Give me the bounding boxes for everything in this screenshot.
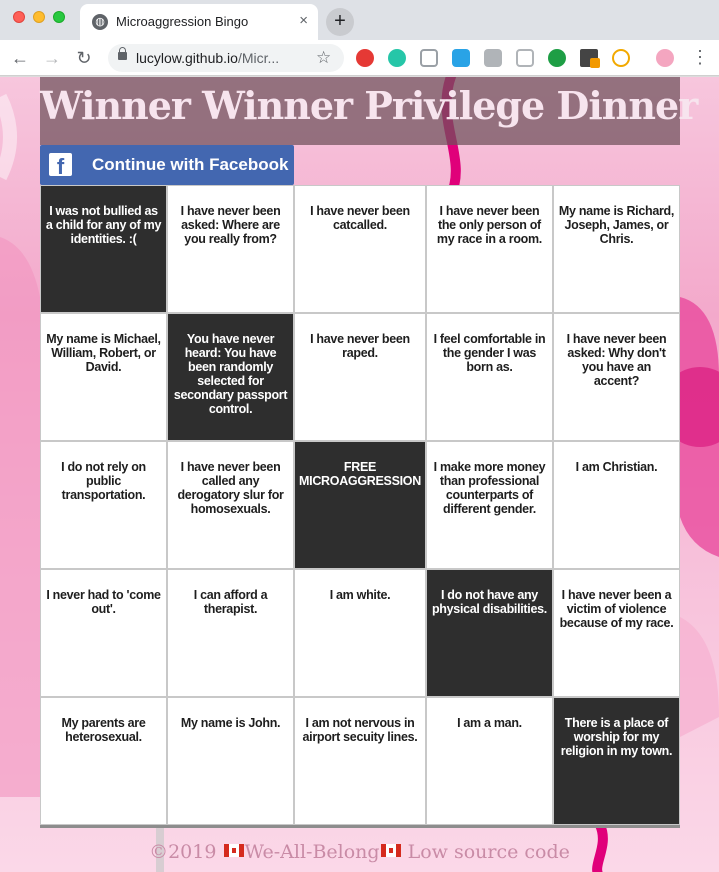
bingo-cell[interactable]: I am a man. [427, 698, 552, 824]
page-viewport [0, 77, 719, 872]
bingo-cell[interactable]: My parents are heterosexual. [41, 698, 166, 824]
bingo-cell[interactable]: I was not bullied as a child for any of my identities. :( [41, 186, 166, 312]
source-code-link[interactable]: source code [453, 841, 570, 863]
bookmark-star-icon[interactable]: ☆ [316, 48, 332, 67]
browser-tab[interactable] [80, 4, 318, 40]
tab-close-icon[interactable]: × [299, 12, 308, 29]
minimize-window-button[interactable] [33, 11, 45, 23]
extension-icon[interactable] [484, 49, 502, 67]
bingo-cell[interactable]: I have never been a victim of violence because of my race. [554, 570, 679, 696]
forward-arrow-icon[interactable]: → [43, 48, 61, 68]
browser-toolbar [0, 40, 719, 76]
footer [0, 841, 719, 863]
bingo-cell[interactable]: I never had to 'come out'. [41, 570, 166, 696]
bingo-cell[interactable]: I feel comfortable in the gender I was born as. [427, 314, 552, 440]
bingo-cell[interactable]: My name is Michael, William, Robert, or David. [41, 314, 166, 440]
bingo-cell[interactable]: I have never been asked: Where are you really from? [168, 186, 293, 312]
avatar[interactable] [656, 49, 674, 67]
bingo-cell[interactable]: I have never been the only person of my race in a room. [427, 186, 552, 312]
new-tab-button[interactable]: + [326, 8, 354, 36]
copyright-text: ©2019 [149, 841, 217, 863]
bingo-cell[interactable]: I have never been raped. [295, 314, 425, 440]
extension-icon[interactable] [388, 49, 406, 67]
bingo-cell[interactable]: I am white. [295, 570, 425, 696]
bingo-cell[interactable]: FREE MICROAGGRESSION [295, 442, 425, 568]
badge-icon [590, 58, 600, 68]
layout-extension-icon[interactable] [420, 49, 438, 67]
browser-titlebar [0, 0, 719, 40]
url-text: lucylow.github.io/Micr... [136, 50, 280, 66]
extension-icon[interactable] [452, 49, 470, 67]
facebook-login-button[interactable] [40, 145, 294, 185]
facebook-button-label: Continue with Facebook [92, 155, 289, 174]
timer-extension-icon[interactable] [612, 49, 630, 67]
canada-flag-icon [381, 844, 401, 857]
bingo-cell[interactable]: I have never been asked: Why don't you have an accent? [554, 314, 679, 440]
address-bar[interactable] [108, 44, 344, 72]
adblock-extension-icon[interactable] [356, 49, 374, 67]
maximize-window-button[interactable] [53, 11, 65, 23]
author-text: Low [407, 841, 448, 863]
globe-icon: ◍ [92, 14, 108, 30]
title-banner [40, 77, 698, 145]
bingo-cell[interactable]: There is a place of worship for my religion in my town. [554, 698, 679, 824]
reload-icon[interactable]: ↻ [76, 48, 92, 68]
bingo-cell[interactable]: I do not rely on public transportation. [41, 442, 166, 568]
close-window-button[interactable] [13, 11, 25, 23]
tab-title: Microaggression Bingo [116, 14, 249, 29]
back-arrow-icon[interactable]: ← [11, 48, 29, 68]
facebook-icon: f [49, 153, 72, 176]
page-title: Winner Winner Privilege Dinner [40, 83, 698, 128]
bingo-cell[interactable]: I do not have any physical disabilities. [427, 570, 552, 696]
menu-icon[interactable]: ⋮ [691, 47, 709, 67]
check-extension-icon[interactable] [516, 49, 534, 67]
bingo-cell[interactable]: I have never been called any derogatory slur for homosexuals. [168, 442, 293, 568]
lock-icon [118, 52, 127, 60]
bingo-cell[interactable]: I make more money than professional counterparts of different gender. [427, 442, 552, 568]
bingo-cell[interactable]: I am Christian. [554, 442, 679, 568]
bingo-cell[interactable]: I am not nervous in airport secuity lines. [295, 698, 425, 824]
bingo-cell[interactable]: My name is Richard, Joseph, James, or Chris. [554, 186, 679, 312]
extension-icon[interactable] [548, 49, 566, 67]
board-divider [40, 825, 680, 828]
bingo-board [40, 185, 680, 825]
canada-flag-icon [224, 844, 244, 857]
brand-text: We-All-Belong [244, 841, 380, 863]
bingo-cell[interactable]: You have never heard: You have been randomly selected for secondary passport control. [168, 314, 293, 440]
bingo-cell[interactable]: I can afford a therapist. [168, 570, 293, 696]
bingo-cell[interactable]: My name is John. [168, 698, 293, 824]
bingo-cell[interactable]: I have never been catcalled. [295, 186, 425, 312]
